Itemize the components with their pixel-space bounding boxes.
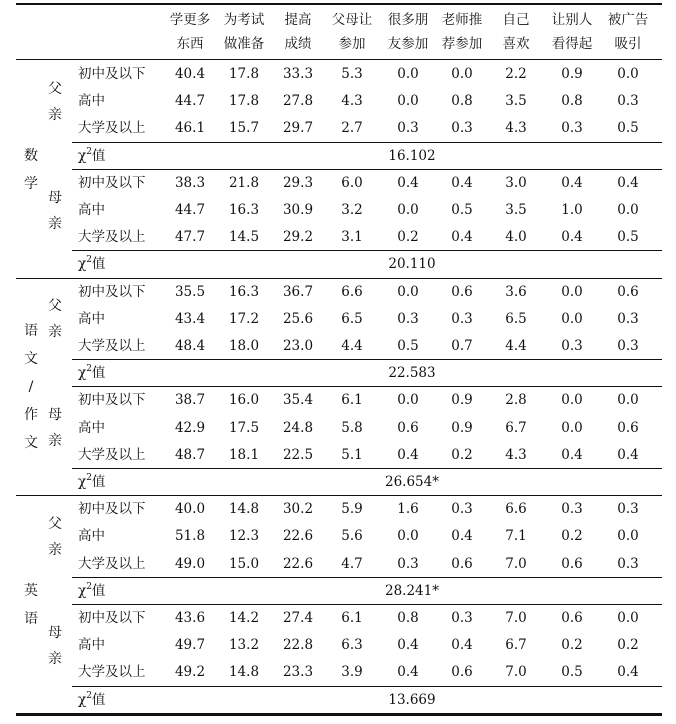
table-cell: 0.0 [397, 392, 419, 409]
table-cell: 14.8 [228, 664, 260, 681]
vertical-text: 数 学 [24, 147, 38, 192]
table-cell: 0.4 [561, 446, 583, 463]
chi-superscript: 2 [86, 364, 92, 375]
vertical-text: 母 亲 [48, 624, 62, 667]
table-cell: 0.4 [617, 664, 639, 681]
table-cell: 0.5 [617, 120, 639, 137]
table-cell: 0.9 [451, 392, 473, 409]
group-rule [72, 386, 662, 387]
row-level-label: 高中 [78, 528, 105, 545]
table-cell: 17.8 [228, 66, 260, 82]
chi-square-label [78, 253, 105, 277]
table-cell: 5.9 [341, 501, 363, 518]
table-cell: 6.6 [505, 501, 527, 518]
table-cell: 29.2 [282, 229, 314, 246]
table-cell: 6.7 [505, 637, 527, 654]
chi-superscript: 2 [86, 690, 92, 701]
row-level-label: 大学及以上 [78, 664, 146, 681]
table-cell: 0.4 [451, 528, 473, 545]
table-cell: 0.9 [561, 66, 583, 82]
row-level-label: 初中及以下 [78, 174, 146, 191]
parent-label [44, 185, 66, 237]
table-cell: 2.7 [341, 120, 363, 137]
group-rule [72, 604, 662, 605]
vertical-text: 父 亲 [48, 298, 62, 341]
table-cell: 3.5 [505, 93, 527, 110]
table-cell: 0.0 [561, 392, 583, 409]
table-cell: 0.2 [617, 637, 639, 654]
chi-square-label [78, 689, 105, 713]
row-level-label: 高中 [78, 419, 105, 436]
chi-superscript: 2 [86, 581, 92, 592]
table-cell: 0.3 [397, 310, 419, 327]
table-cell: 0.0 [617, 610, 639, 626]
table-cell: 0.9 [451, 419, 473, 436]
table-cell: 0.5 [397, 338, 419, 354]
table-cell: 22.6 [282, 555, 314, 572]
table-cell: 43.4 [174, 310, 206, 327]
chi-square-label [78, 362, 105, 386]
vertical-text: 英 语 [24, 583, 38, 627]
table-cell: 0.4 [617, 174, 639, 191]
table-cell: 13.2 [228, 637, 260, 654]
chi-suffix: 值 [91, 691, 106, 708]
table-cell: 29.3 [282, 174, 314, 191]
table-cell: 36.7 [282, 283, 314, 300]
table-cell: 4.3 [505, 446, 527, 463]
table-cell: 17.2 [228, 310, 260, 327]
table-cell: 0.5 [617, 229, 639, 246]
row-level-label: 大学及以上 [78, 555, 146, 572]
chi-suffix: 值 [91, 256, 106, 273]
row-level-label: 高中 [78, 637, 105, 654]
table-cell: 43.6 [174, 610, 206, 626]
group-rule [72, 142, 662, 143]
vertical-text: 语 文 / 作 文 [24, 323, 38, 452]
bottom-rule [16, 714, 662, 716]
table-cell: 0.7 [451, 338, 473, 354]
table-cell: 3.5 [505, 202, 527, 218]
table-cell: 21.8 [228, 174, 260, 191]
table-cell: 2.8 [505, 392, 527, 409]
table-cell: 18.1 [228, 446, 260, 463]
table-cell: 0.4 [397, 174, 419, 191]
table-cell: 0.0 [617, 66, 639, 82]
row-level-label: 初中及以下 [78, 392, 146, 409]
table-cell: 0.6 [617, 283, 639, 300]
table-cell: 0.8 [451, 93, 473, 110]
table-cell: 35.5 [174, 283, 206, 300]
column-header: 成绩 [284, 36, 312, 52]
table-cell: 46.1 [174, 120, 206, 137]
table-cell: 14.8 [228, 501, 260, 518]
parent-label [44, 76, 66, 128]
table-cell: 0.3 [617, 93, 639, 110]
chi-suffix: 值 [91, 474, 106, 490]
table-cell: 6.1 [341, 610, 363, 626]
table-cell: 6.7 [505, 419, 527, 436]
group-rule [72, 359, 662, 360]
table-cell: 49.0 [174, 555, 206, 572]
table-cell: 0.0 [451, 66, 473, 82]
column-header: 让别人 [551, 12, 593, 28]
parent-label [44, 511, 66, 563]
table-cell: 35.4 [282, 392, 314, 409]
table-cell: 40.0 [174, 501, 206, 518]
row-level-label: 大学及以上 [78, 338, 146, 354]
table-cell: 6.5 [505, 310, 527, 327]
table-cell: 17.5 [228, 419, 260, 436]
table-cell: 0.6 [561, 555, 583, 572]
table-cell: 49.2 [174, 664, 206, 681]
table-cell: 2.2 [505, 66, 527, 82]
row-level-label: 高中 [78, 310, 105, 327]
table-cell: 49.7 [174, 637, 206, 654]
table-cell: 0.0 [397, 202, 419, 218]
table-cell: 0.5 [561, 664, 583, 681]
table-cell: 0.3 [617, 310, 639, 327]
table-cell: 30.2 [282, 501, 314, 518]
table-cell: 0.3 [561, 501, 583, 518]
chi-square-value: 13.669 [388, 691, 436, 708]
subject-label [20, 317, 42, 457]
table-cell: 0.6 [451, 664, 473, 681]
row-level-label: 初中及以下 [78, 66, 146, 82]
chi-square-value: 20.110 [388, 256, 436, 273]
table-cell: 7.0 [505, 555, 527, 572]
table-cell: 15.0 [228, 555, 260, 572]
table-cell: 7.0 [505, 610, 527, 626]
table-cell: 4.3 [505, 120, 527, 137]
table-cell: 14.2 [228, 610, 260, 626]
table-cell: 1.6 [397, 501, 419, 518]
table-cell: 18.0 [228, 338, 260, 354]
table-cell: 15.7 [228, 120, 260, 137]
group-rule [72, 169, 662, 170]
table-cell: 0.4 [397, 664, 419, 681]
table-cell: 48.7 [174, 446, 206, 463]
row-level-label: 高中 [78, 202, 105, 218]
column-header: 提高 [284, 12, 312, 28]
subject-rule [16, 278, 662, 279]
table-cell: 16.0 [228, 392, 260, 409]
chi-square-value: 22.583 [388, 365, 436, 382]
chi-symbol: χ [78, 256, 87, 273]
top-rule [16, 3, 662, 5]
table-cell: 48.4 [174, 338, 206, 354]
table-cell: 24.8 [282, 419, 314, 436]
table-cell: 33.3 [282, 66, 314, 82]
chi-symbol: χ [78, 147, 87, 164]
chi-symbol: χ [78, 691, 87, 708]
table-cell: 4.4 [505, 338, 527, 354]
column-header: 友参加 [387, 36, 429, 52]
row-level-label: 高中 [78, 93, 105, 110]
row-level-label: 初中及以下 [78, 501, 146, 518]
table-cell: 5.6 [341, 528, 363, 545]
chi-square-value: 26.654* [385, 474, 439, 490]
table-cell: 0.3 [397, 120, 419, 137]
table-cell: 0.3 [561, 338, 583, 354]
column-header: 做准备 [223, 36, 265, 52]
table-cell: 7.0 [505, 664, 527, 681]
row-level-label: 初中及以下 [78, 283, 146, 300]
table-cell: 38.3 [174, 174, 206, 191]
table-cell: 0.3 [561, 120, 583, 137]
table-cell: 0.2 [397, 229, 419, 246]
row-level-label: 大学及以上 [78, 120, 146, 137]
table-cell: 3.6 [505, 283, 527, 300]
group-rule [72, 250, 662, 251]
table-cell: 0.4 [451, 174, 473, 191]
table-cell: 0.0 [617, 392, 639, 409]
chi-square-value: 16.102 [388, 147, 436, 164]
table-cell: 22.5 [282, 446, 314, 463]
chi-suffix: 值 [91, 365, 106, 382]
table-cell: 6.5 [341, 310, 363, 327]
vertical-text: 母 亲 [48, 407, 62, 450]
table-cell: 5.3 [341, 66, 363, 82]
row-level-label: 初中及以下 [78, 610, 146, 626]
table-cell: 47.7 [174, 229, 206, 246]
vertical-text: 父 亲 [48, 80, 62, 123]
column-header: 喜欢 [502, 36, 530, 52]
table-cell: 16.3 [228, 202, 260, 218]
table-cell: 0.6 [451, 555, 473, 572]
table-cell: 0.3 [451, 310, 473, 327]
header-rule [16, 59, 662, 60]
chi-suffix: 值 [91, 147, 106, 164]
table-cell: 0.0 [397, 93, 419, 110]
table-cell: 0.6 [451, 283, 473, 300]
group-rule [72, 468, 662, 469]
table-cell: 22.6 [282, 528, 314, 545]
subject-label [20, 142, 42, 198]
parent-label [44, 620, 66, 672]
table-cell: 27.8 [282, 93, 314, 110]
chi-superscript: 2 [86, 255, 92, 266]
table-cell: 27.4 [282, 610, 314, 626]
column-header: 很多朋 [387, 12, 429, 28]
column-header: 父母让 [331, 12, 373, 28]
table-cell: 0.5 [451, 202, 473, 218]
table-cell: 0.2 [561, 528, 583, 545]
table-cell: 42.9 [174, 419, 206, 436]
column-header: 为考试 [223, 12, 265, 28]
table-cell: 0.4 [561, 229, 583, 246]
chi-square-label [78, 471, 105, 495]
table-cell: 0.3 [397, 555, 419, 572]
table-cell: 5.8 [341, 419, 363, 436]
table-cell: 4.7 [341, 555, 363, 572]
table-cell: 0.6 [561, 610, 583, 626]
table-cell: 17.8 [228, 93, 260, 110]
table-cell: 0.6 [397, 419, 419, 436]
chi-superscript: 2 [86, 146, 92, 157]
subject-label [20, 577, 42, 633]
chi-square-value: 28.241* [385, 582, 439, 599]
table-cell: 0.4 [617, 446, 639, 463]
table-cell: 25.6 [282, 310, 314, 327]
chi-square-label [78, 580, 105, 604]
table-cell: 0.3 [451, 501, 473, 518]
table-cell: 0.3 [451, 120, 473, 137]
table-cell: 0.4 [397, 637, 419, 654]
table-cell: 4.4 [341, 338, 363, 354]
chi-superscript: 2 [86, 473, 92, 483]
row-level-label: 大学及以上 [78, 446, 146, 463]
table-cell: 0.0 [561, 283, 583, 300]
table-cell: 30.9 [282, 202, 314, 218]
vertical-text: 父 亲 [48, 516, 62, 558]
column-header: 老师推 [441, 12, 483, 28]
column-header: 参加 [338, 36, 366, 52]
table-cell: 0.0 [617, 528, 639, 545]
parent-label [44, 402, 66, 454]
table-cell: 0.0 [397, 66, 419, 82]
column-header: 东西 [176, 36, 204, 52]
column-header: 被广告 [607, 12, 649, 28]
column-header: 自己 [502, 12, 530, 28]
table-cell: 3.2 [341, 202, 363, 218]
table-cell: 12.3 [228, 528, 260, 545]
subject-rule [16, 495, 662, 496]
table-cell: 1.0 [561, 202, 583, 218]
chi-square-label [78, 145, 105, 169]
parent-label [44, 293, 66, 345]
table-cell: 0.3 [617, 338, 639, 354]
table-cell: 0.8 [561, 93, 583, 110]
table-cell: 6.0 [341, 174, 363, 191]
table-cell: 0.0 [397, 283, 419, 300]
table-cell: 23.3 [282, 664, 314, 681]
table-cell: 44.7 [174, 202, 206, 218]
table-cell: 0.3 [617, 501, 639, 518]
table-cell: 40.4 [174, 66, 206, 82]
table-cell: 14.5 [228, 229, 260, 246]
table-cell: 0.4 [451, 229, 473, 246]
group-rule [72, 686, 662, 687]
table-cell: 6.6 [341, 283, 363, 300]
table-cell: 38.7 [174, 392, 206, 409]
table-cell: 0.3 [617, 555, 639, 572]
column-header: 荐参加 [441, 36, 483, 52]
table-cell: 0.3 [451, 610, 473, 626]
table-cell: 0.4 [451, 637, 473, 654]
table-cell: 4.3 [341, 93, 363, 110]
chi-symbol: χ [78, 582, 87, 599]
table-cell: 0.0 [617, 202, 639, 218]
chi-symbol: χ [78, 365, 87, 382]
table-cell: 5.1 [341, 446, 363, 463]
table-cell: 0.0 [561, 310, 583, 327]
column-header: 看得起 [551, 36, 593, 52]
table-cell: 4.0 [505, 229, 527, 246]
table-cell: 44.7 [174, 93, 206, 110]
chi-suffix: 值 [91, 582, 106, 599]
table-cell: 6.1 [341, 392, 363, 409]
table-cell: 0.2 [451, 446, 473, 463]
column-header: 学更多 [169, 12, 211, 28]
table-cell: 3.0 [505, 174, 527, 191]
table-cell: 0.6 [617, 419, 639, 436]
table-cell: 0.4 [397, 446, 419, 463]
group-rule [72, 577, 662, 578]
table-cell: 7.1 [505, 528, 527, 545]
table-cell: 0.0 [561, 419, 583, 436]
table-cell: 3.1 [341, 229, 363, 246]
table-cell: 3.9 [341, 664, 363, 681]
table-cell: 23.0 [282, 338, 314, 354]
table-cell: 16.3 [228, 283, 260, 300]
table-cell: 29.7 [282, 120, 314, 137]
column-header: 吸引 [614, 36, 642, 52]
table-cell: 22.8 [282, 637, 314, 654]
vertical-text: 母 亲 [48, 189, 62, 232]
table-cell: 6.3 [341, 637, 363, 654]
row-level-label: 大学及以上 [78, 229, 146, 246]
table-cell: 0.8 [397, 610, 419, 626]
table-cell: 0.0 [397, 528, 419, 545]
chi-symbol: χ [78, 474, 87, 490]
table-cell: 0.4 [561, 174, 583, 191]
table-cell: 0.2 [561, 637, 583, 654]
table-cell: 51.8 [174, 528, 206, 545]
